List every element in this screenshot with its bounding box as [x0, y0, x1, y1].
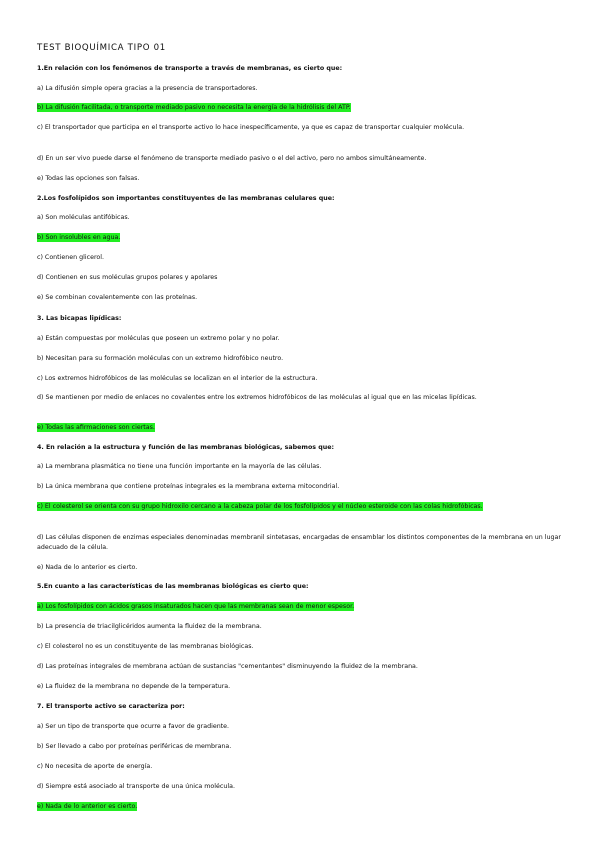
answer-option: d) Se mantienen por medio de enlaces no covalentes entre los extremos hidrofóbicos de las moléculas al igual que en las micelas lipídicas.	[37, 394, 477, 401]
answer-option: e) Nada de lo anterior es cierto.	[37, 564, 138, 571]
answer-option: a) Ser un tipo de transporte que ocurre a favor de gradiente.	[37, 723, 230, 730]
question-text: 3. Las bicapas lipídicas:	[37, 315, 122, 322]
correct-answer-highlight: e) Nada de lo anterior es cierto.	[37, 803, 138, 810]
correct-answer-highlight: b) La difusión facilitada, o transporte mediado pasivo no necesita la energía de la hidrólisis del ATP.	[37, 104, 351, 111]
answer-option: b) La única membrana que contiene proteínas integrales es la membrana externa mitocondrial.	[37, 483, 340, 490]
answer-option: c) Los extremos hidrofóbicos de las moléculas se localizan en el interior de la estructura.	[37, 375, 318, 382]
correct-answer-highlight: a) Los fosfolípidos con ácidos grasos insaturados hacen que las membranas sean de menor espesor.	[37, 603, 355, 610]
answer-option: d) Siempre está asociado al transporte de una única molécula.	[37, 783, 235, 790]
answer-option: e) Se combinan covalentemente con las proteínas.	[37, 294, 198, 301]
answer-option: b) Necesitan para su formación moléculas con un extremo hidrofóbico neutro.	[37, 355, 284, 362]
answer-option: d) Las células disponen de enzimas especiales denominadas membranil sintetasas, encargadas de ensamblar los distintos componentes de la membrana en un lugar adecuado de la célula.	[37, 534, 561, 551]
answer-option: e) Todas las opciones son falsas.	[37, 175, 140, 182]
document-title: TEST BIOQUÍMICA TIPO 01	[37, 43, 166, 53]
question-text: 4. En relación a la estructura y función de las membranas biológicas, sabemos que:	[37, 444, 335, 451]
answer-option: d) En un ser vivo puede darse el fenómeno de transporte mediado pasivo o el del activo, pero no ambos simultáneamente.	[37, 155, 427, 162]
answer-option: e) La fluidez de la membrana no depende de la temperatura.	[37, 683, 231, 690]
correct-answer-highlight: b) Son insolubles en agua.	[37, 234, 121, 241]
question-text: 7. El transporte activo se caracteriza por:	[37, 703, 185, 710]
correct-answer-highlight: e) Todas las afirmaciones son ciertas.	[37, 424, 155, 431]
answer-option: c) El transportador que participa en el transporte activo lo hace inespecíficamente, ya que es capaz de transportar cualquier molécula.	[37, 124, 465, 131]
answer-option: d) Las proteínas integrales de membrana actúan de sustancias "cementantes" disminuyendo la fluidez de la membrana.	[37, 663, 418, 670]
answer-option-correct	[37, 103, 567, 113]
correct-answer-highlight: c) El colesterol se orienta con su grupo hidroxilo cercano a la cabeza polar de los fosfolípidos y el núcleo esteroide con las colas hidrofóbicas.	[37, 503, 483, 510]
answer-option-correct	[37, 233, 567, 243]
answer-option: a) La membrana plasmática no tiene una función importante en la mayoría de las células.	[37, 463, 322, 470]
answer-option: b) La presencia de triacilglicéridos aumenta la fluidez de la membrana.	[37, 623, 262, 630]
answer-option-correct	[37, 802, 567, 812]
answer-option: c) El colesterol no es un constituyente de las membranas biológicas.	[37, 643, 254, 650]
answer-option: a) La difusión simple opera gracias a la presencia de transportadores.	[37, 85, 258, 92]
answer-option: a) Están compuestas por moléculas que poseen un extremo polar y no polar.	[37, 335, 280, 342]
answer-option: a) Son moléculas antifóbicas.	[37, 214, 130, 221]
answer-option-correct	[37, 602, 567, 612]
answer-option: c) No necesita de aporte de energía.	[37, 763, 153, 770]
answer-option: d) Contienen en sus moléculas grupos polares y apolares	[37, 274, 218, 281]
answer-option: b) Ser llevado a cabo por proteínas periféricas de membrana.	[37, 743, 232, 750]
answer-option-correct	[37, 502, 567, 512]
question-text: 5.En cuanto a las características de las membranas biológicas es cierto que:	[37, 583, 309, 590]
answer-option: c) Contienen glicerol.	[37, 254, 104, 261]
answer-option-correct	[37, 423, 567, 433]
question-text: 1.En relación con los fenómenos de transporte a través de membranas, es cierto que:	[37, 65, 343, 72]
question-text: 2.Los fosfolípidos son importantes constituyentes de las membranas celulares que:	[37, 195, 335, 202]
